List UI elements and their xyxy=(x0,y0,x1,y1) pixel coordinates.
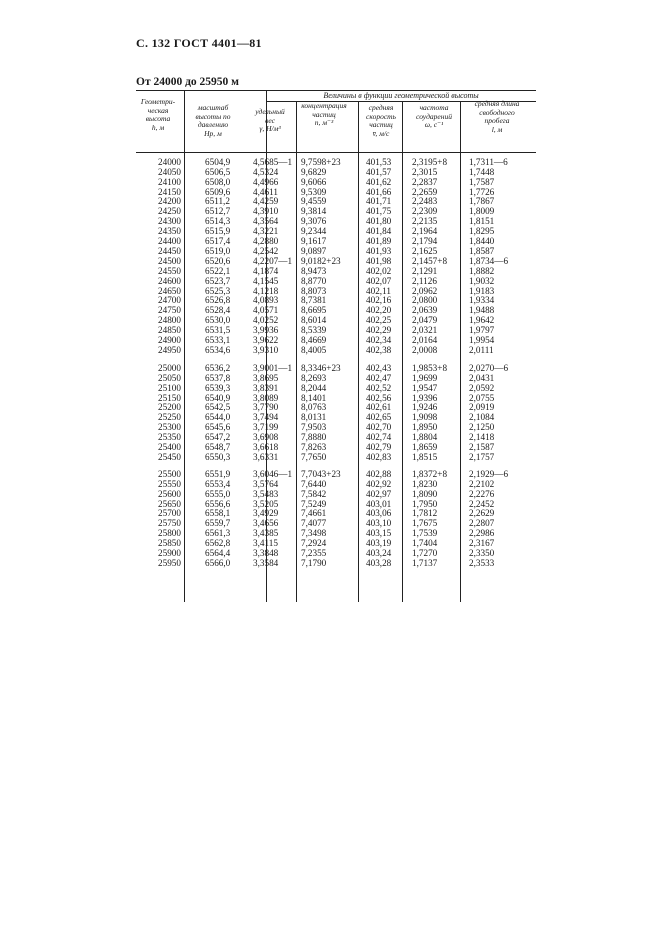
pressure-scale-height-cell: 6508,0 xyxy=(205,176,231,187)
collision-frequency-cell: 1,9098 xyxy=(412,412,438,423)
pressure-scale-height-cell: 6553,4 xyxy=(205,478,231,489)
mean-speed-cell: 402,97 xyxy=(366,488,392,499)
altitude-cell: 24850 xyxy=(158,324,181,335)
collision-frequency-cell: 2,0962 xyxy=(412,285,438,296)
altitude-cell: 25000 xyxy=(158,363,181,373)
particle-concentration-cell: 9,0897 xyxy=(301,245,327,256)
collision-frequency-cell: 2,2135 xyxy=(412,216,438,227)
pressure-scale-height-cell: 6548,7 xyxy=(205,441,231,452)
altitude-cell: 25200 xyxy=(158,402,181,413)
pressure-scale-height-cell: 6534,6 xyxy=(205,344,231,355)
specific-weight-cell: 3,9936 xyxy=(253,324,279,335)
particle-concentration-cell: 9,6829 xyxy=(301,166,327,177)
particle-concentration-cell: 7,1790 xyxy=(301,557,327,568)
altitude-cell: 24950 xyxy=(158,344,181,355)
collision-frequency-cell: 2,0321 xyxy=(412,324,438,335)
altitude-cell: 24750 xyxy=(158,305,181,316)
mean-free-path-cell: 2,2452 xyxy=(469,498,495,509)
specific-weight-cell: 3,3584 xyxy=(253,557,279,568)
mean-free-path-cell: 2,1250 xyxy=(469,422,495,433)
specific-weight-cell: 3,6331 xyxy=(253,451,279,462)
particle-concentration-cell: 8,0763 xyxy=(301,402,327,413)
column-divider xyxy=(358,101,359,602)
mean-free-path-cell: 1,8295 xyxy=(469,225,495,236)
altitude-cell: 25900 xyxy=(158,547,181,558)
particle-concentration-cell: 9,1617 xyxy=(301,235,327,246)
altitude-cell: 24300 xyxy=(158,216,181,227)
particle-concentration-cell: 8,9473 xyxy=(301,265,327,276)
altitude-cell: 24700 xyxy=(158,295,181,306)
mean-speed-cell: 402,11 xyxy=(366,285,391,296)
mean-speed-cell: 403,15 xyxy=(366,528,392,539)
specific-weight-cell: 4,4966 xyxy=(253,176,279,187)
pressure-scale-height-cell: 6526,8 xyxy=(205,295,231,306)
particle-concentration-cell: 9,7598+23 xyxy=(301,157,341,167)
specific-weight-cell: 3,5483 xyxy=(253,488,279,499)
data-table xyxy=(136,90,536,602)
mean-speed-cell: 402,83 xyxy=(366,451,392,462)
specific-weight-cell: 3,8695 xyxy=(253,372,279,383)
pressure-scale-height-cell: 6544,0 xyxy=(205,412,231,423)
mean-speed-cell: 401,53 xyxy=(366,157,392,167)
pressure-scale-height-cell: 6531,5 xyxy=(205,324,231,335)
mean-free-path-cell: 1,9797 xyxy=(469,324,495,335)
pressure-scale-height-cell: 6547,2 xyxy=(205,431,231,442)
pressure-scale-height-cell: 6519,0 xyxy=(205,245,231,256)
specific-weight-cell: 4,2880 xyxy=(253,235,279,246)
mean-free-path-cell: 1,8009 xyxy=(469,206,495,217)
altitude-cell: 24500 xyxy=(158,256,181,266)
particle-concentration-cell: 8,4005 xyxy=(301,344,327,355)
mean-free-path-cell: 2,2986 xyxy=(469,528,495,539)
altitude-cell: 25500 xyxy=(158,469,181,479)
altitude-cell: 25150 xyxy=(158,392,181,403)
mean-free-path-cell: 1,8151 xyxy=(469,216,495,227)
collision-frequency-cell: 1,7539 xyxy=(412,528,438,539)
pressure-scale-height-cell: 6504,9 xyxy=(205,157,231,167)
particle-concentration-cell: 9,2344 xyxy=(301,225,327,236)
collision-frequency-cell: 2,3195+8 xyxy=(412,157,448,167)
collision-frequency-cell: 2,1964 xyxy=(412,225,438,236)
mean-speed-cell: 402,79 xyxy=(366,441,392,452)
mean-free-path-cell: 2,0270—6 xyxy=(469,363,509,373)
pressure-scale-height-cell: 6525,3 xyxy=(205,285,231,296)
altitude-cell: 25700 xyxy=(158,508,181,519)
header-specific-weight: удельный вес γ, Н/м³ xyxy=(255,107,285,134)
pressure-scale-height-cell: 6512,7 xyxy=(205,206,231,217)
specific-weight-cell: 4,3910 xyxy=(253,206,279,217)
collision-frequency-cell: 1,7950 xyxy=(412,498,438,509)
altitude-cell: 25550 xyxy=(158,478,181,489)
collision-frequency-cell: 1,9547 xyxy=(412,382,438,393)
mean-speed-cell: 402,25 xyxy=(366,315,392,326)
specific-weight-cell: 3,8391 xyxy=(253,382,279,393)
particle-concentration-cell: 8,2693 xyxy=(301,372,327,383)
pressure-scale-height-cell: 6514,3 xyxy=(205,216,231,227)
pressure-scale-height-cell: 6515,9 xyxy=(205,225,231,236)
mean-speed-cell: 401,75 xyxy=(366,206,392,217)
specific-weight-cell: 3,6908 xyxy=(253,431,279,442)
pressure-scale-height-cell: 6559,7 xyxy=(205,518,231,529)
specific-weight-cell: 3,9001—1 xyxy=(253,363,293,373)
mean-speed-cell: 402,74 xyxy=(366,431,392,442)
particle-concentration-cell: 7,2924 xyxy=(301,537,327,548)
mean-free-path-cell: 2,1418 xyxy=(469,431,495,442)
specific-weight-cell: 4,4259 xyxy=(253,196,279,207)
particle-concentration-cell: 7,6440 xyxy=(301,478,327,489)
mean-free-path-cell: 1,9183 xyxy=(469,285,495,296)
altitude-cell: 25650 xyxy=(158,498,181,509)
collision-frequency-cell: 1,7404 xyxy=(412,537,438,548)
mean-speed-cell: 401,57 xyxy=(366,166,392,177)
altitude-cell: 25950 xyxy=(158,557,181,568)
header-altitude: Геометри- ческая высота h, м xyxy=(140,97,176,132)
particle-concentration-cell: 7,4661 xyxy=(301,508,327,519)
altitude-cell: 25400 xyxy=(158,441,181,452)
collision-frequency-cell: 1,9396 xyxy=(412,392,438,403)
collision-frequency-cell: 2,0479 xyxy=(412,315,438,326)
mean-free-path-cell: 1,7448 xyxy=(469,166,495,177)
specific-weight-cell: 3,5764 xyxy=(253,478,279,489)
pressure-scale-height-cell: 6550,3 xyxy=(205,451,231,462)
collision-frequency-cell: 2,0800 xyxy=(412,295,438,306)
mean-speed-cell: 401,80 xyxy=(366,216,392,227)
specific-weight-cell: 4,1218 xyxy=(253,285,279,296)
particle-concentration-cell: 8,5339 xyxy=(301,324,327,335)
altitude-cell: 24600 xyxy=(158,275,181,286)
mean-free-path-cell: 2,2807 xyxy=(469,518,495,529)
mean-free-path-cell: 1,9334 xyxy=(469,295,495,306)
mean-free-path-cell: 1,7587 xyxy=(469,176,495,187)
altitude-cell: 24800 xyxy=(158,315,181,326)
specific-weight-cell: 3,4656 xyxy=(253,518,279,529)
collision-frequency-cell: 2,0008 xyxy=(412,344,438,355)
mean-speed-cell: 403,19 xyxy=(366,537,392,548)
pressure-scale-height-cell: 6530,0 xyxy=(205,315,231,326)
pressure-scale-height-cell: 6551,9 xyxy=(205,469,231,479)
pressure-scale-height-cell: 6566,0 xyxy=(205,557,231,568)
pressure-scale-height-cell: 6556,6 xyxy=(205,498,231,509)
mean-free-path-cell: 1,8882 xyxy=(469,265,495,276)
mean-speed-cell: 402,02 xyxy=(366,265,392,276)
mean-speed-cell: 402,34 xyxy=(366,334,392,345)
particle-concentration-cell: 8,4669 xyxy=(301,334,327,345)
altitude-cell: 24650 xyxy=(158,285,181,296)
mean-speed-cell: 401,89 xyxy=(366,235,392,246)
altitude-cell: 24000 xyxy=(158,157,181,167)
particle-concentration-cell: 8,2044 xyxy=(301,382,327,393)
mean-speed-cell: 402,38 xyxy=(366,344,392,355)
mean-free-path-cell: 2,1587 xyxy=(469,441,495,452)
altitude-cell: 25450 xyxy=(158,451,181,462)
specific-weight-cell: 3,4115 xyxy=(253,537,278,548)
mean-free-path-cell: 2,0111 xyxy=(469,344,494,355)
altitude-cell: 25100 xyxy=(158,382,181,393)
specific-weight-cell: 3,6618 xyxy=(253,441,279,452)
pressure-scale-height-cell: 6562,8 xyxy=(205,537,231,548)
mean-speed-cell: 402,92 xyxy=(366,478,392,489)
collision-frequency-cell: 2,0164 xyxy=(412,334,438,345)
collision-frequency-cell: 2,1794 xyxy=(412,235,438,246)
altitude-cell: 25050 xyxy=(158,372,181,383)
mean-free-path-cell: 1,7867 xyxy=(469,196,495,207)
header-mean-speed: средняя скорость частиц v̄, м/с xyxy=(366,103,396,138)
altitude-cell: 24900 xyxy=(158,334,181,345)
collision-frequency-cell: 1,9699 xyxy=(412,372,438,383)
pressure-scale-height-cell: 6511,2 xyxy=(205,196,230,207)
specific-weight-cell: 3,4929 xyxy=(253,508,279,519)
mean-speed-cell: 401,98 xyxy=(366,256,392,266)
altitude-cell: 24100 xyxy=(158,176,181,187)
collision-frequency-cell: 1,8804 xyxy=(412,431,438,442)
altitude-cell: 24150 xyxy=(158,186,181,197)
altitude-cell: 24250 xyxy=(158,206,181,217)
pressure-scale-height-cell: 6537,8 xyxy=(205,372,231,383)
pressure-scale-height-cell: 6561,3 xyxy=(205,528,231,539)
mean-speed-cell: 403,10 xyxy=(366,518,392,529)
altitude-cell: 24350 xyxy=(158,225,181,236)
particle-concentration-cell: 9,0182+23 xyxy=(301,256,341,266)
mean-free-path-cell: 1,9954 xyxy=(469,334,495,345)
collision-frequency-cell: 2,1625 xyxy=(412,245,438,256)
specific-weight-cell: 3,8089 xyxy=(253,392,279,403)
mean-speed-cell: 403,06 xyxy=(366,508,392,519)
mean-free-path-cell: 2,0919 xyxy=(469,402,495,413)
specific-weight-cell: 3,7494 xyxy=(253,412,279,423)
particle-concentration-cell: 7,2355 xyxy=(301,547,327,558)
column-divider xyxy=(184,90,185,602)
header-pressure-scale-height: масштаб высоты по давлению Hр, м xyxy=(195,103,231,138)
specific-weight-cell: 4,2542 xyxy=(253,245,279,256)
altitude-cell: 24400 xyxy=(158,235,181,246)
mean-free-path-cell: 2,0431 xyxy=(469,372,495,383)
pressure-scale-height-cell: 6564,4 xyxy=(205,547,231,558)
specific-weight-cell: 3,7790 xyxy=(253,402,279,413)
collision-frequency-cell: 2,1126 xyxy=(412,275,437,286)
specific-weight-cell: 3,9310 xyxy=(253,344,279,355)
mean-speed-cell: 401,71 xyxy=(366,196,392,207)
particle-concentration-cell: 8,8073 xyxy=(301,285,327,296)
collision-frequency-cell: 1,7812 xyxy=(412,508,438,519)
mean-speed-cell: 403,28 xyxy=(366,557,392,568)
mean-free-path-cell: 2,3350 xyxy=(469,547,495,558)
mean-speed-cell: 402,52 xyxy=(366,382,392,393)
column-divider xyxy=(296,101,297,602)
header-mean-free-path: средняя длина свободного пробега l, м xyxy=(474,99,520,134)
column-divider xyxy=(460,101,461,602)
collision-frequency-cell: 2,2837 xyxy=(412,176,438,187)
mean-free-path-cell: 1,9032 xyxy=(469,275,495,286)
collision-frequency-cell: 2,2483 xyxy=(412,196,438,207)
collision-frequency-cell: 1,8515 xyxy=(412,451,438,462)
mean-free-path-cell: 1,9642 xyxy=(469,315,495,326)
specific-weight-cell: 3,6046—1 xyxy=(253,469,293,479)
collision-frequency-cell: 1,7137 xyxy=(412,557,438,568)
altitude-cell: 25250 xyxy=(158,412,181,423)
mean-speed-cell: 402,16 xyxy=(366,295,392,306)
specific-weight-cell: 4,4611 xyxy=(253,186,278,197)
mean-speed-cell: 402,20 xyxy=(366,305,392,316)
collision-frequency-cell: 2,3015 xyxy=(412,166,438,177)
collision-frequency-cell: 1,7270 xyxy=(412,547,438,558)
specific-weight-cell: 4,5324 xyxy=(253,166,279,177)
mean-free-path-cell: 1,8734—6 xyxy=(469,256,509,266)
specific-weight-cell: 3,9622 xyxy=(253,334,279,345)
particle-concentration-cell: 7,7043+23 xyxy=(301,469,341,479)
mean-speed-cell: 401,93 xyxy=(366,245,392,256)
pressure-scale-height-cell: 6522,1 xyxy=(205,265,231,276)
pressure-scale-height-cell: 6506,5 xyxy=(205,166,231,177)
pressure-scale-height-cell: 6545,6 xyxy=(205,422,231,433)
mean-free-path-cell: 2,2629 xyxy=(469,508,495,519)
collision-frequency-cell: 1,8950 xyxy=(412,422,438,433)
specific-weight-cell: 3,5205 xyxy=(253,498,279,509)
specific-weight-cell: 4,2207—1 xyxy=(253,256,293,266)
altitude-cell: 24050 xyxy=(158,166,181,177)
specific-weight-cell: 4,3564 xyxy=(253,216,279,227)
specific-weight-cell: 3,7199 xyxy=(253,422,279,433)
mean-speed-cell: 402,70 xyxy=(366,422,392,433)
altitude-cell: 24450 xyxy=(158,245,181,256)
pressure-scale-height-cell: 6536,2 xyxy=(205,363,231,373)
mean-free-path-cell: 1,7726 xyxy=(469,186,495,197)
column-divider xyxy=(402,101,403,602)
mean-free-path-cell: 2,1084 xyxy=(469,412,495,423)
pressure-scale-height-cell: 6533,1 xyxy=(205,334,231,345)
mean-speed-cell: 401,62 xyxy=(366,176,392,187)
collision-frequency-cell: 2,2659 xyxy=(412,186,438,197)
mean-free-path-cell: 2,0592 xyxy=(469,382,495,393)
particle-concentration-cell: 7,8263 xyxy=(301,441,327,452)
particle-concentration-cell: 7,3498 xyxy=(301,528,327,539)
specific-weight-cell: 4,1545 xyxy=(253,275,279,286)
altitude-cell: 24200 xyxy=(158,196,181,207)
collision-frequency-cell: 1,9853+8 xyxy=(412,363,448,373)
particle-concentration-cell: 8,0131 xyxy=(301,412,327,423)
altitude-cell: 25300 xyxy=(158,422,181,433)
specific-weight-cell: 4,0252 xyxy=(253,315,279,326)
header-collision-frequency: частота соударений ω, с⁻¹ xyxy=(416,103,452,130)
header-bottom-rule xyxy=(136,152,536,153)
mean-speed-cell: 402,07 xyxy=(366,275,392,286)
altitude-cell: 25800 xyxy=(158,528,181,539)
collision-frequency-cell: 2,2309 xyxy=(412,206,438,217)
collision-frequency-cell: 1,8372+8 xyxy=(412,469,448,479)
collision-frequency-cell: 1,7675 xyxy=(412,518,438,529)
altitude-cell: 25850 xyxy=(158,537,181,548)
mean-speed-cell: 402,43 xyxy=(366,363,392,373)
altitude-cell: 25600 xyxy=(158,488,181,499)
pressure-scale-height-cell: 6539,3 xyxy=(205,382,231,393)
mean-free-path-cell: 2,2102 xyxy=(469,478,495,489)
table-top-rule xyxy=(136,90,536,91)
mean-free-path-cell: 2,2276 xyxy=(469,488,495,499)
particle-concentration-cell: 8,6695 xyxy=(301,305,327,316)
particle-concentration-cell: 7,5249 xyxy=(301,498,327,509)
particle-concentration-cell: 7,5842 xyxy=(301,488,327,499)
collision-frequency-cell: 1,8230 xyxy=(412,478,438,489)
mean-free-path-cell: 2,3533 xyxy=(469,557,495,568)
collision-frequency-cell: 1,8659 xyxy=(412,441,438,452)
mean-free-path-cell: 2,1757 xyxy=(469,451,495,462)
specific-weight-cell: 3,3848 xyxy=(253,547,279,558)
particle-concentration-cell: 7,4077 xyxy=(301,518,327,529)
pressure-scale-height-cell: 6528,4 xyxy=(205,305,231,316)
pressure-scale-height-cell: 6542,5 xyxy=(205,402,231,413)
specific-weight-cell: 4,3221 xyxy=(253,225,279,236)
particle-concentration-cell: 9,5309 xyxy=(301,186,327,197)
mean-speed-cell: 402,47 xyxy=(366,372,392,383)
mean-free-path-cell: 1,9488 xyxy=(469,305,495,316)
specific-weight-cell: 4,5685—1 xyxy=(253,157,293,167)
particle-concentration-cell: 8,1401 xyxy=(301,392,327,403)
pressure-scale-height-cell: 6523,7 xyxy=(205,275,231,286)
particle-concentration-cell: 7,9503 xyxy=(301,422,327,433)
particle-concentration-cell: 8,8770 xyxy=(301,275,327,286)
particle-concentration-cell: 7,7650 xyxy=(301,451,327,462)
super-header: Величины в функции геометрической высоты xyxy=(323,91,479,100)
collision-frequency-cell: 1,9246 xyxy=(412,402,438,413)
particle-concentration-cell: 9,3076 xyxy=(301,216,327,227)
specific-weight-cell: 4,0893 xyxy=(253,295,279,306)
collision-frequency-cell: 1,8090 xyxy=(412,488,438,499)
mean-speed-cell: 402,61 xyxy=(366,402,392,413)
mean-speed-cell: 401,84 xyxy=(366,225,392,236)
mean-free-path-cell: 2,1929—6 xyxy=(469,469,509,479)
specific-weight-cell: 3,4385 xyxy=(253,528,279,539)
particle-concentration-cell: 8,6014 xyxy=(301,315,327,326)
mean-speed-cell: 403,01 xyxy=(366,498,392,509)
particle-concentration-cell: 9,4559 xyxy=(301,196,327,207)
particle-concentration-cell: 9,3814 xyxy=(301,206,327,217)
mean-speed-cell: 401,66 xyxy=(366,186,392,197)
particle-concentration-cell: 9,6066 xyxy=(301,176,327,187)
altitude-cell: 25750 xyxy=(158,518,181,529)
particle-concentration-cell: 8,7381 xyxy=(301,295,327,306)
mean-speed-cell: 402,29 xyxy=(366,324,392,335)
mean-free-path-cell: 1,7311—6 xyxy=(469,157,508,167)
specific-weight-cell: 4,1874 xyxy=(253,265,279,276)
mean-speed-cell: 402,88 xyxy=(366,469,392,479)
mean-free-path-cell: 2,0755 xyxy=(469,392,495,403)
mean-speed-cell: 402,56 xyxy=(366,392,392,403)
collision-frequency-cell: 2,0639 xyxy=(412,305,438,316)
specific-weight-cell: 4,0571 xyxy=(253,305,279,316)
mean-free-path-cell: 1,8587 xyxy=(469,245,495,256)
pressure-scale-height-cell: 6517,4 xyxy=(205,235,231,246)
page-header: С. 132 ГОСТ 4401—81 xyxy=(136,36,262,50)
pressure-scale-height-cell: 6509,6 xyxy=(205,186,231,197)
pressure-scale-height-cell: 6540,9 xyxy=(205,392,231,403)
mean-speed-cell: 402,65 xyxy=(366,412,392,423)
mean-free-path-cell: 2,3167 xyxy=(469,537,495,548)
header-particle-concentration: концентрация частиц n, м⁻³ xyxy=(301,101,347,128)
range-title: От 24000 до 25950 м xyxy=(136,76,239,88)
altitude-cell: 25350 xyxy=(158,431,181,442)
pressure-scale-height-cell: 6520,6 xyxy=(205,256,231,266)
mean-speed-cell: 403,24 xyxy=(366,547,392,558)
collision-frequency-cell: 2,1291 xyxy=(412,265,438,276)
altitude-cell: 24550 xyxy=(158,265,181,276)
particle-concentration-cell: 8,3346+23 xyxy=(301,363,341,373)
collision-frequency-cell: 2,1457+8 xyxy=(412,256,448,266)
mean-free-path-cell: 1,8440 xyxy=(469,235,495,246)
pressure-scale-height-cell: 6558,1 xyxy=(205,508,231,519)
particle-concentration-cell: 7,8880 xyxy=(301,431,327,442)
pressure-scale-height-cell: 6555,0 xyxy=(205,488,231,499)
